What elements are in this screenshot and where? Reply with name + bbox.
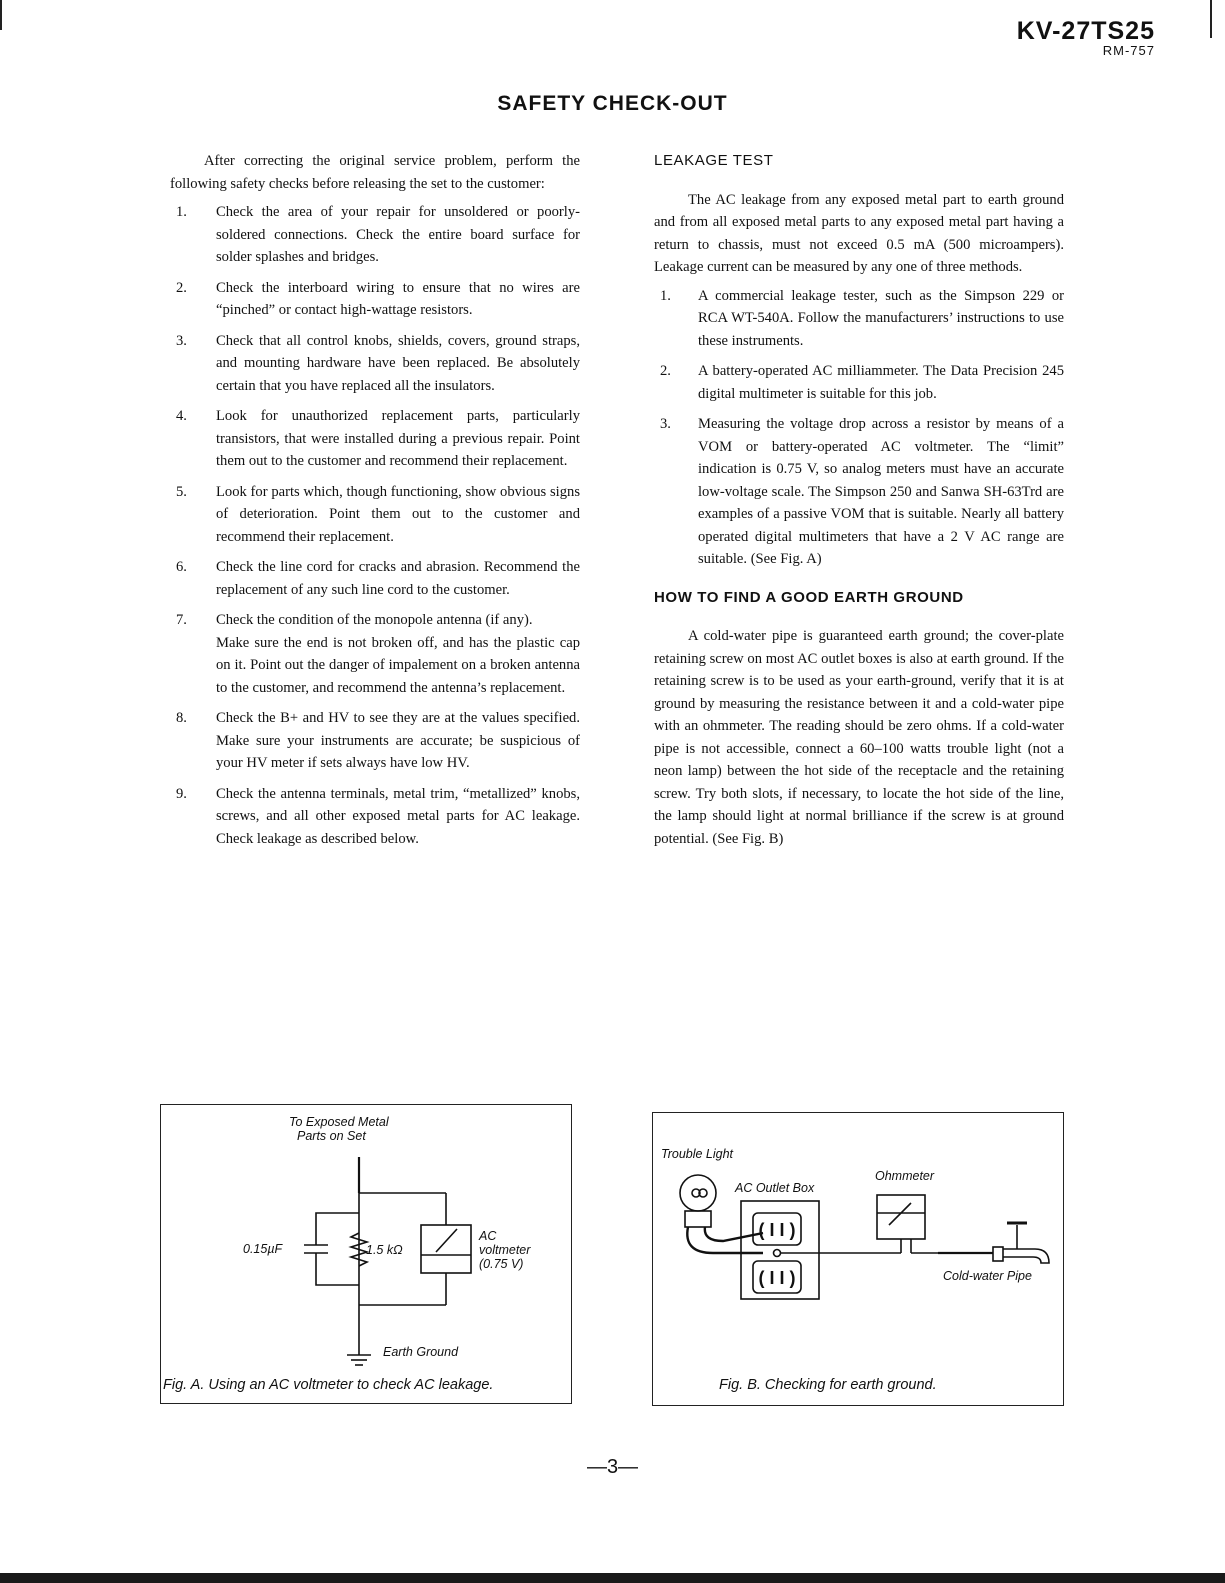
remote-model: RM-757 (1102, 43, 1155, 58)
figure-b (652, 1112, 1064, 1406)
item-number: 1. (176, 204, 187, 220)
item-number: 9. (176, 785, 187, 802)
list-item (170, 707, 580, 775)
item-text: Measuring the voltage drop across a resistor by means of a VOM or battery-operated AC voltmeter. The “limit” indication is 0.75 V, so analog meters must have an accurate low-voltage scale. The Simpson 250 and Sanwa SH-63Trd are examples of a passive VOM that is suitable. Nearly all battery operated digital multimeters that have a 2 V AC range are suitable. (See Fig. A) (698, 416, 1064, 567)
item-number: 6. (176, 559, 187, 575)
item-text: Check the area of your repair for unsoldered or poorly-soldered connections. Check the entire board surface for solder splashes and bridges. (216, 204, 580, 265)
fig-a-label-earth-ground: Earth Ground (383, 1345, 459, 1359)
item-text: Check the condition of the monopole antenna (if any). (216, 612, 533, 628)
item-number: 4. (176, 408, 187, 424)
list-item (170, 330, 580, 398)
leakage-methods-list (654, 285, 1064, 571)
list-item (170, 556, 580, 601)
scan-edge-left (0, 0, 2, 30)
page-header (1017, 18, 1155, 58)
list-item (654, 360, 1064, 405)
earth-ground-paragraph: A cold-water pipe is guaranteed earth ground; the cover-plate retaining screw on most AC outlet boxes is also at earth ground. If the retaining screw is to be used as your earth-ground, verify that it is at ground by measuring the resistance between it and a cold-water pipe with an ohmmeter. The reading should be zero ohms. If a cold-water pipe is not accessible, connect a 60–100 watts trouble light (not a neon lamp) between the hot side of the receptacle and the retaining screw. Try both slots, if necessary, to locate the hot side of the line, the lamp should light at normal brilliance if the screw is at ground potential. (See Fig. B) (654, 628, 1064, 847)
scan-edge-bottom (0, 1573, 1225, 1583)
page-number: —3— (586, 1456, 639, 1478)
fig-a-label-capacitor: 0.15µF (243, 1242, 283, 1256)
page-title: SAFETY CHECK-OUT (497, 92, 728, 115)
earth-ground-heading: HOW TO FIND A GOOD EARTH GROUND (654, 588, 964, 606)
item-number: 2. (660, 363, 671, 379)
item-text-continued: Make sure the end is not broken off, and has the plastic cap on it. Point out the danger of impalement on a broken antenna to the customer, and recommend the antenna’s replacement. (216, 634, 580, 696)
item-text: A battery-operated AC milliammeter. The Data Precision 245 digital multimeter is suitable for this job. (698, 363, 1064, 402)
safety-check-list (170, 201, 580, 850)
figure-a (160, 1104, 572, 1404)
scan-edge-right (1210, 0, 1212, 38)
fig-a-label-voltage: (0.75 V) (479, 1257, 524, 1271)
list-item (170, 609, 580, 699)
fig-a-label-resistor: 1.5 kΩ (366, 1243, 403, 1257)
leakage-intro-paragraph: The AC leakage from any exposed metal part to earth ground and from all exposed metal parts to any exposed metal part having a return to chassis, must not exceed 0.5 mA (500 microampers). Leakage current can be measured by any one of three methods. (654, 191, 1064, 275)
list-item (170, 405, 580, 473)
leakage-test-heading: LEAKAGE TEST (654, 152, 774, 169)
item-text: Look for unauthorized replacement parts, particularly transistors, that were installed during a previous repair. Point them out to the customer and recommend their replacement. (216, 408, 580, 469)
intro-paragraph: After correcting the original service problem, perform the following safety checks before releasing the set to the customer: (170, 153, 580, 192)
right-column (654, 150, 1064, 856)
item-number: 5. (176, 483, 187, 500)
fig-b-label-outlet-box: AC Outlet Box (735, 1181, 815, 1195)
item-number: 2. (176, 279, 187, 296)
item-text: A commercial leakage tester, such as the Simpson 229 or RCA WT-540A. Follow the manufacturers’ instructions to use these instruments. (698, 287, 1064, 349)
fig-a-label-voltmeter: voltmeter (479, 1243, 531, 1257)
fig-a-label-parts-on-set: Parts on Set (297, 1129, 366, 1143)
svg-text:( I I ): ( I I ) (758, 1268, 796, 1288)
list-item (170, 277, 580, 322)
item-text: Check the B+ and HV to see they are at the values specified. Make sure your instruments are accurate; be suspicious of your HV meter if sets always have low HV. (216, 710, 580, 771)
fig-b-label-cold-water-pipe: Cold-water Pipe (943, 1269, 1032, 1283)
fig-b-label-ohmmeter: Ohmmeter (875, 1169, 935, 1183)
left-column (170, 150, 580, 858)
item-number: 3. (176, 332, 187, 349)
item-number: 1. (660, 287, 671, 304)
fig-b-caption: Fig. B. Checking for earth ground. (719, 1377, 937, 1393)
list-item (170, 201, 580, 269)
list-item (654, 285, 1064, 353)
svg-text:( I I ): ( I I ) (758, 1220, 796, 1240)
item-number: 3. (660, 416, 671, 432)
model-number: KV-27TS25 (1016, 17, 1155, 45)
fig-a-caption: Fig. A. Using an AC voltmeter to check AC leakage. (163, 1377, 494, 1393)
list-item (170, 481, 580, 549)
fig-a-label-ac: AC (479, 1229, 497, 1243)
item-text: Check that all control knobs, shields, covers, ground straps, and mounting hardware have been replaced. Be absolutely certain that you have replaced all the insulators. (216, 332, 580, 394)
list-item (654, 413, 1064, 571)
item-text: Look for parts which, though functioning, show obvious signs of deterioration. Point them out to the customer and recommend their replacement. (216, 483, 580, 545)
item-number: 7. (176, 612, 187, 628)
fig-a-label-exposed-metal: To Exposed Metal (289, 1115, 389, 1129)
item-number: 8. (176, 710, 187, 726)
item-text: Check the interboard wiring to ensure that no wires are “pinched” or contact high-wattage resistors. (216, 279, 580, 318)
fig-b-label-trouble-light: Trouble Light (661, 1147, 734, 1161)
item-text: Check the line cord for cracks and abrasion. Recommend the replacement of any such line cord to the customer. (216, 559, 580, 598)
item-text: Check the antenna terminals, metal trim, “metallized” knobs, screws, and all other exposed metal parts for AC leakage. Check leakage as described below. (216, 785, 580, 847)
list-item (170, 783, 580, 851)
